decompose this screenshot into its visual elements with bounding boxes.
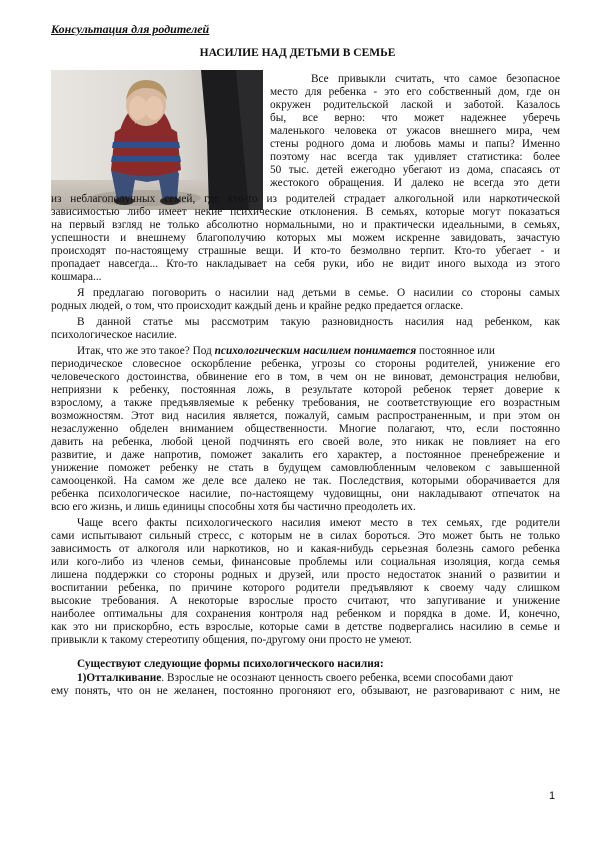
text-line: лишена поддержки со стороны родных и друзей, или просто недостаток знаний о развитии и (51, 569, 560, 581)
article-title: НАСИЛИЕ НАД ДЕТЬМИ В СЕМЬЕ (199, 47, 396, 59)
consultation-header: Консультация для родителей (51, 22, 210, 36)
text-line: унижение поможет ребенку не стать в будущем самовлюбленным человеком с завышенной (51, 462, 560, 474)
text-line: Я предлагаю поговорить о насилии над детьми в семье. О насилии со стороны самых (77, 287, 560, 299)
text-line: зависимость от алкоголя или наркотиков, но и какая-нибудь серьезная болезнь самого ребенка (51, 543, 560, 555)
text-line: развитие, и даже напротив, поможет закалить его характер, а постоянное пренебрежение и (51, 449, 560, 461)
text-line: место для ребенка - это его собственный дом, где он (270, 86, 560, 98)
text-line: незаслуженно обделен вниманием общественности. Многие полагают, что, если постоянно (51, 423, 560, 435)
text-line: ему понять, что он не желанен, постоянно прогоняют его, обзывают, не разговаривают с ним, не (51, 685, 560, 697)
text-line: кошмара... (51, 271, 102, 283)
text-run: Итак, что же это такое? Под (77, 345, 215, 357)
text-line: бы, все верно: что может надежнее уберечь (270, 112, 560, 124)
text-line: окружен родительской лаской и заботой. Казалось (270, 99, 560, 111)
text-line-mixed (77, 345, 560, 358)
text-line: возможностям. Этот вид насилия является, пожалуй, самым распространенным, и при этом он (51, 410, 560, 422)
text-line: пропадает навсегда... Кто-то накладывает на себя руки, ибо не видит иного выхода из этого (51, 258, 560, 270)
text-line: наиболее оптимальны для сохранения контроля над ребенком и порядка в доме. И, конечно, (51, 608, 560, 620)
text-line: давить на ребенка, любой ценой подчинять его своей воле, это никак не повлияет на его (51, 436, 560, 448)
text-line: неприязни к ребенку, постоянная ложь, в результате которой ребенок теряет доверие к (51, 384, 560, 396)
text-line: взрослому, а также предъявляемые к ребенку требования, не соответствующие его возрастным (51, 397, 560, 409)
text-line-mixed (77, 672, 560, 685)
text-line: всю его жизнь, и лишь единицы способны хотя бы частично преодолеть их. (51, 501, 416, 513)
text-line: жестокого обращения. И далеко не всегда это дети (270, 177, 560, 189)
text-line: Чаще всего факты психологического насилия имеют место в тех семьях, где родители (77, 517, 560, 529)
form-rejection-label: 1)Отталкивание (77, 672, 162, 684)
text-line: самооценкой. На самом же деле все далеко не так. Последствия, которыми оборачивается для (51, 475, 560, 487)
text-line: родных людей, о том, что происходит каждый день и крайне редко предается огласке. (51, 300, 464, 312)
text-line: привыкли к такому стереотипу общения, по-другому они просто не умеют. (51, 634, 412, 646)
text-line: сами испытывают сильный стресс, с которым не в силах бороться. Это может быть не только (51, 530, 560, 542)
text-line: 50 тыс. детей ежегодно убегают из дома, спасаясь от (270, 164, 560, 176)
text-line: человеческого достоинства, обвинение его в том, в чем он не виноват, демонстрация нелюбви, (51, 371, 560, 383)
text-line: как это ни прискорбно, есть взрослые, которые сами в детстве подвергались насилию в семье и (51, 621, 560, 633)
text-line: В данной статье мы рассмотрим такую разновидность насилия над ребенком, как (77, 316, 560, 328)
text-line: поэтому нас всегда так удивляет статистика: более (270, 151, 560, 163)
text-line: высокие требования. А некоторые взрослые просто считают, что запугивание и унижение (51, 595, 560, 607)
text-line: из неблагополучных семей, где кто-то из родителей страдает алкогольной или наркотической (51, 193, 560, 205)
text-line: успешности и внешнему благополучию которых мы можем искренне завидовать, зачастую (51, 232, 560, 244)
text-line: зависимостью либо имеет некие психические отклонения. В семьях, которые могут показаться (51, 206, 560, 218)
text-line: или кого-либо из членов семьи, финансовые проблемы или социальная изоляция, когда семья (51, 556, 560, 568)
text-run: . Взрослые не осознают ценность своего ребенка, всеми способами дают (161, 672, 513, 684)
text-line: маленького человека от ужасов внешнего мира, чем (270, 125, 560, 137)
text-line: психологическое насилие. (51, 329, 177, 341)
text-line: ребенка психологическое насилие, по-настоящему чудовищны, они накладывают отпечаток на (51, 488, 560, 500)
text-line: периодическое словесное оскорбление ребенка, угрозы со стороны родителей, унижение его (51, 358, 560, 370)
text-line: стены родного дома и любовь мамы и папы? Именно (270, 138, 560, 150)
text-line: Все привыкли считать, что самое безопасное (311, 73, 560, 85)
page-number: 1 (549, 790, 556, 802)
forms-heading: Существуют следующие формы психологического насилия: (77, 658, 384, 670)
text-line: на первый взгляд не только абсолютно нормальными, но и практически идеальными, в семьях, (51, 219, 560, 231)
text-line: воспитании ребенка, по причине которого родители предъявляют к своему чаду слишком (51, 582, 560, 594)
text-line: происходят по-настоящему страшные вещи. И кто-то безмолвно терпит. Кто-то убегает - и (51, 245, 560, 257)
text-run: постоянное или (416, 345, 495, 357)
emphasis-psychological-violence: психологическим насилием понимается (214, 345, 417, 357)
